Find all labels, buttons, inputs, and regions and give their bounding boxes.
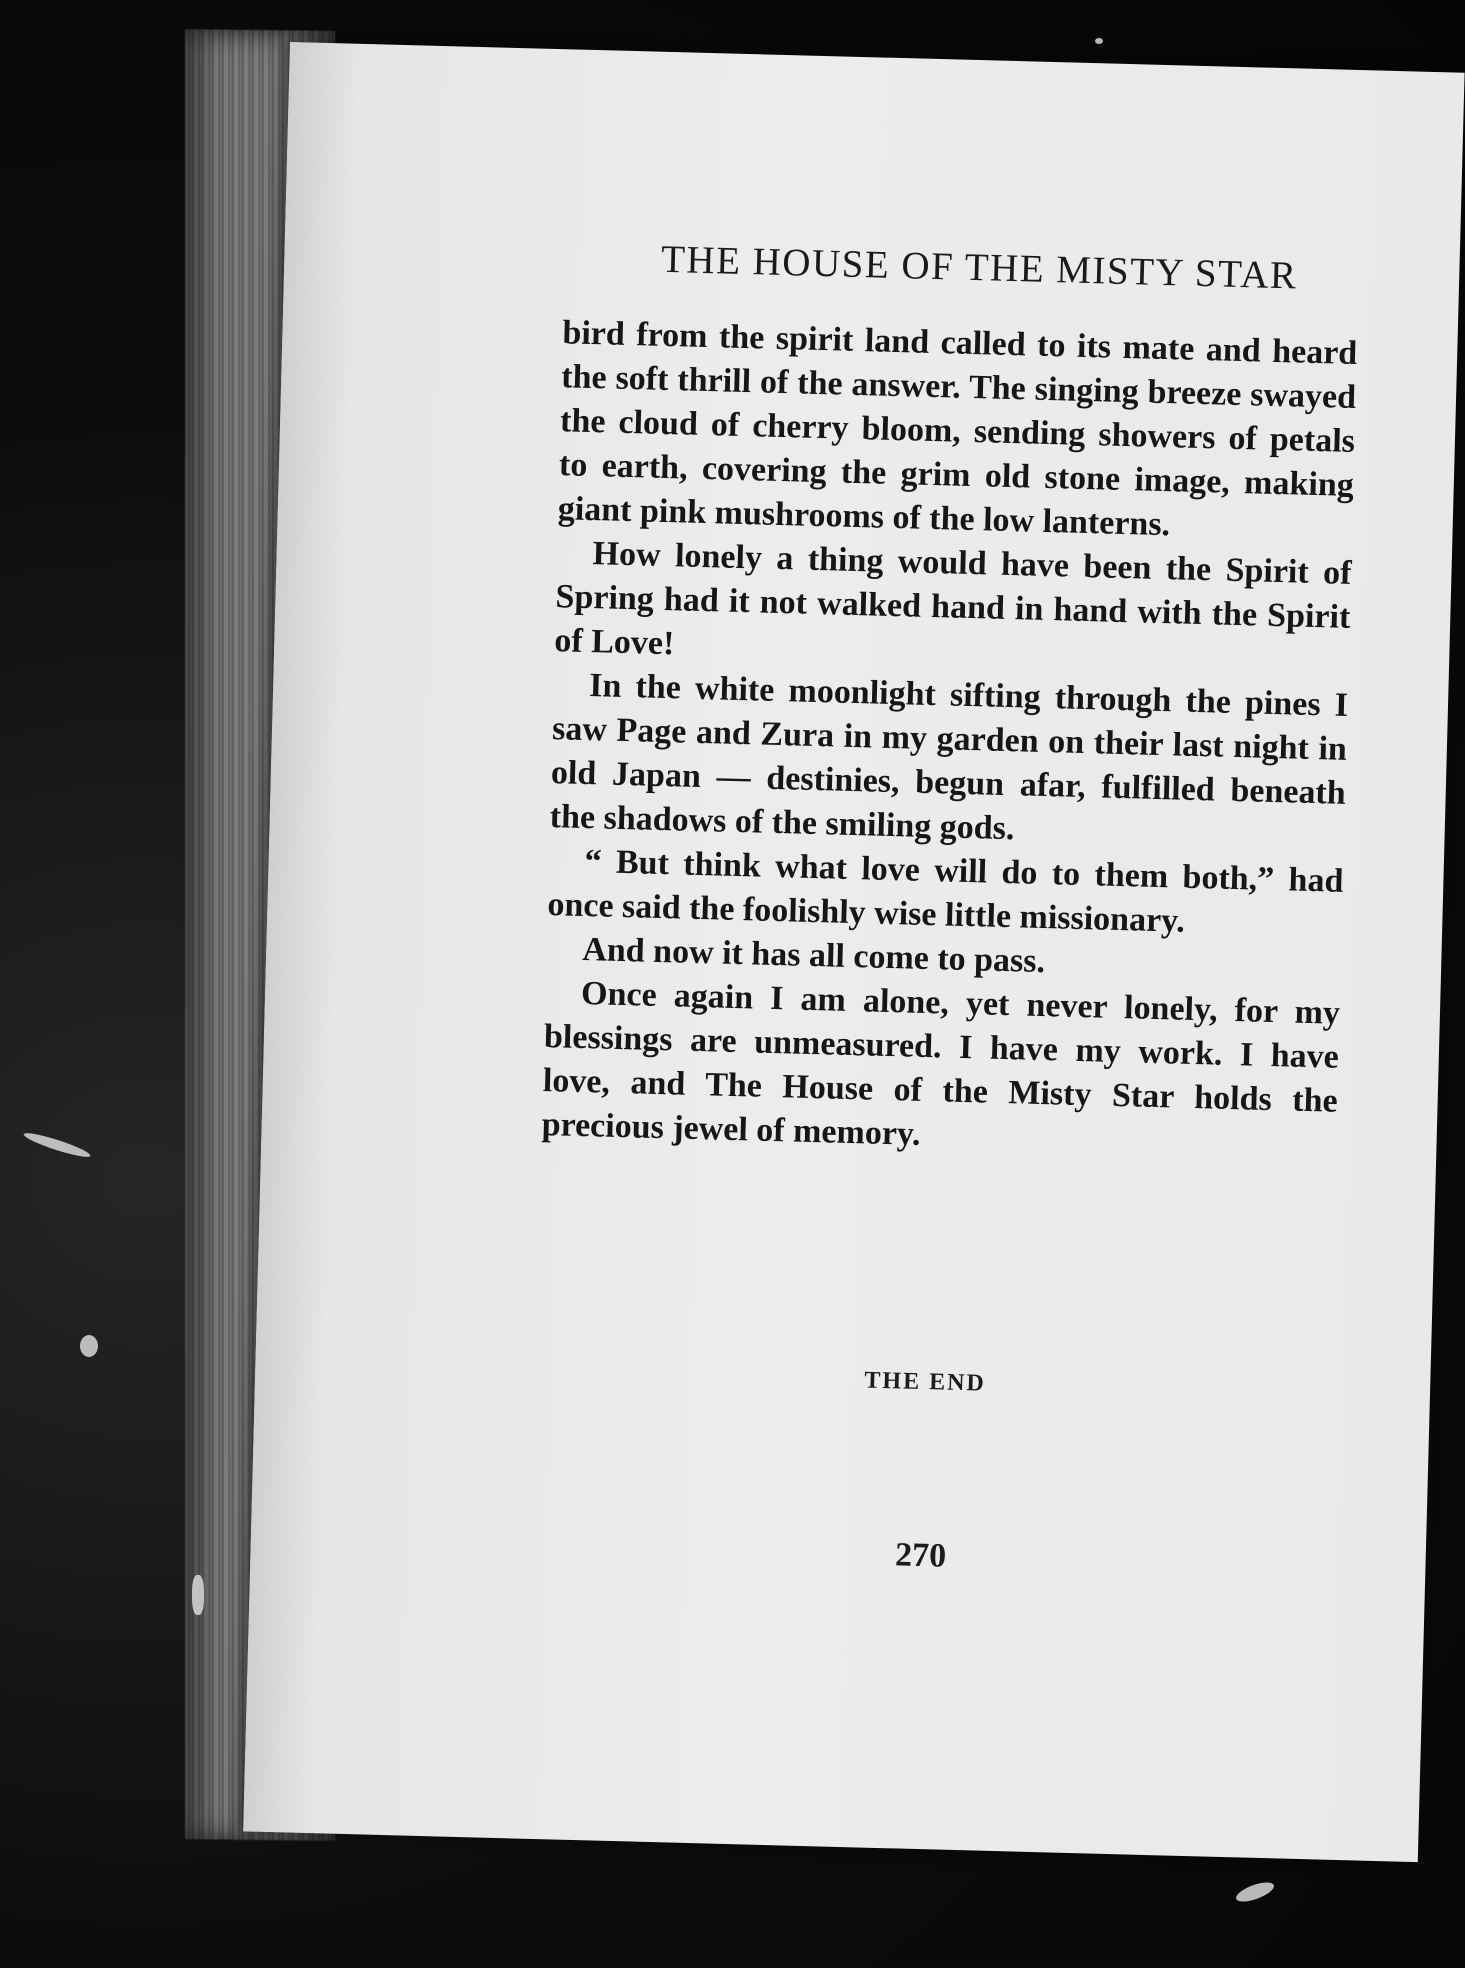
book-page bbox=[243, 42, 1464, 1862]
paragraph: In the white moonlight sifting through the pines I saw Page and Zura in my garden on their last night in old Japan — destinies, begun afar, fulfilled beneath the shadows of the smiling gods. bbox=[549, 667, 1349, 848]
running-head: THE HOUSE OF THE MISTY STAR bbox=[660, 237, 1299, 298]
paragraph: “ But think what love will do to them both,” had once said the foolishly wise little missionary. bbox=[547, 843, 1344, 940]
paragraph: bird from the spirit land called to its mate and heard the soft thrill of the answer. The singing breeze swayed the cloud of cherry bloom, sending showers of petals to earth, covering the grim old stone image, making giant pink mushrooms of the low lanterns. bbox=[557, 314, 1358, 544]
paragraph: And now it has all come to pass. bbox=[581, 930, 1046, 981]
dust-speck bbox=[192, 1575, 204, 1615]
body-text bbox=[541, 311, 1358, 1168]
paragraph: Once again I am alone, yet never lonely, for my blessings are unmeasured. I have my work. I have love, and The House of the Misty Star holds the precious jewel of memory. bbox=[541, 974, 1341, 1153]
dust-speck bbox=[80, 1335, 98, 1357]
page-number: 270 bbox=[894, 1536, 947, 1575]
paragraph: How lonely a thing would have been the Spirit of Spring had it not walked hand in hand with the Spirit of Love! bbox=[553, 535, 1352, 663]
dust-speck bbox=[1095, 38, 1103, 44]
end-marker: THE END bbox=[864, 1367, 987, 1397]
